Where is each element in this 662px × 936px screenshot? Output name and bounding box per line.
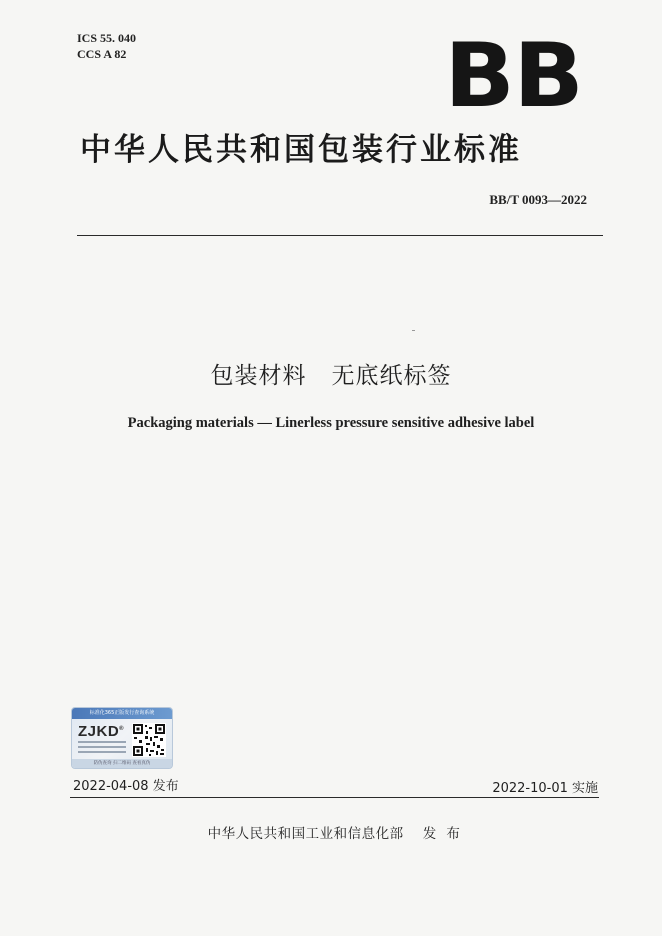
qr-code-icon <box>132 723 166 757</box>
classification-codes <box>77 30 136 62</box>
scan-speck <box>412 330 415 331</box>
implement-date: 2022-10-01 实施 <box>492 781 598 796</box>
english-title: Packaging materials — Linerless pressure sensitive adhesive label <box>127 415 535 431</box>
standard-number: BB/T 0093—2022 <box>489 192 587 207</box>
standard-category-title: 中华人民共和国包装行业标准 <box>80 132 522 168</box>
publish-date: 2022-04-08 发布 <box>73 779 179 794</box>
sticker-logo <box>78 723 124 740</box>
top-divider <box>77 235 603 236</box>
issuing-authority: 中华人民共和国工业和信息化部 发 布 <box>207 826 461 842</box>
sticker-footer: 防伪查询 扫二维码 查看真伪 <box>72 759 172 768</box>
anti-counterfeit-sticker <box>71 707 173 769</box>
ics-code: ICS 55. 040 <box>77 31 137 45</box>
sticker-logo-text: ZJKD <box>78 723 120 740</box>
bb-logo-letter: B <box>513 24 580 127</box>
sticker-fine-print <box>78 741 126 756</box>
ccs-code: CCS A 82 <box>77 47 127 61</box>
bb-logo <box>444 24 580 127</box>
registered-mark: ® <box>119 726 125 732</box>
chinese-title: 包装材料 无底纸标签 <box>210 363 452 389</box>
bb-logo-letter: B <box>444 24 511 127</box>
sticker-band: 标准化365正版发行查询系统 <box>72 708 172 719</box>
bottom-divider <box>70 797 599 798</box>
